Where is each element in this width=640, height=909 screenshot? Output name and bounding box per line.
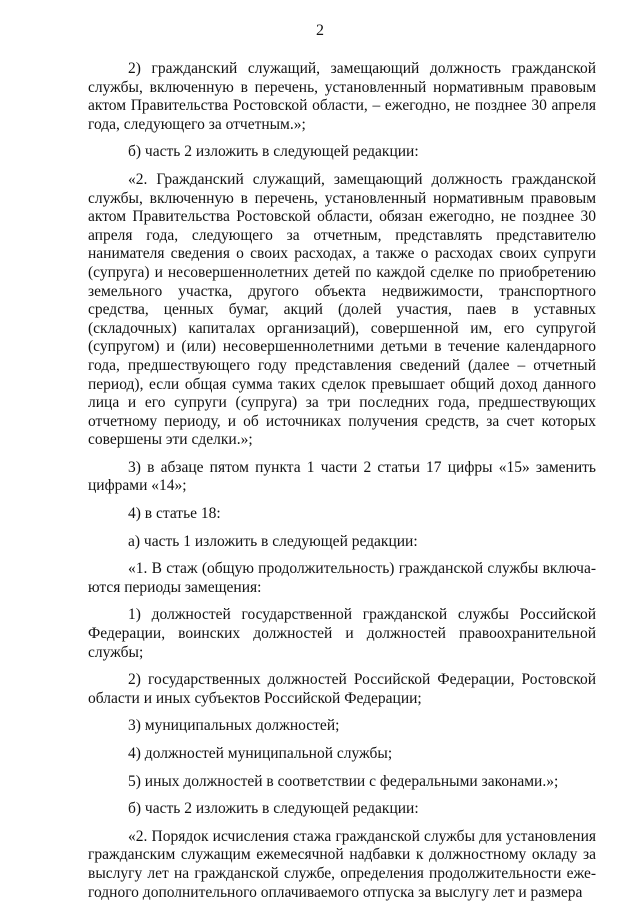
- paragraph-8: 1) должностей государственной гражданской службы Российской Федерации, воинских должностей и должностей правоохранительной службы;: [88, 606, 596, 661]
- paragraph-12: 5) иных должностей в соответствии с федеральными законами.»;: [128, 772, 559, 790]
- paragraph-1: 2) гражданский служащий, замещающий должность гражданской службы, включенную в перечень, установленный нормативным правовым актом Правительства Ростовской области, – ежегодно, не позднее 30 апреля года, следующего за отчетным.»;: [88, 60, 596, 133]
- paragraph-9: 2) государственных должностей Российской Федерации, Ростовской области и иных субъектов Российской Федерации;: [88, 671, 596, 707]
- paragraph-3: «2. Гражданский служащий, замещающий должность гражданской службы, включенную в перечень, установленный нормативным правовым актом Правительства Ростовской области, обязан ежегодно, не позднее 30 апреля года, следующего за отчетным, представлять представителю нанимателя сведения о своих расходах, а также о расходах своих супруги (супруга) и несовершеннолетних детей по каждой сделке по приобретению земельного участка, другого объекта недвижимости, транспортного средства, ценных бумаг, акций (долей участия, паев в уставных (складочных) капиталах организаций), совершенной им, его супругой (супругом) и (или) несовершеннолетними детьми в течение календарного года, предшествующего году представления сведений (далее – отчетный период), если общая сумма таких сделок превышает общий доход данного лица и его супруги (супруга) за три последних года, предшествующих отчетному периоду, и об источниках получения средств, за счет которых совершены эти сделки.»;: [88, 170, 596, 449]
- document-body: [88, 60, 596, 909]
- paragraph-2: б) часть 2 изложить в следующей редакции:: [128, 143, 419, 161]
- paragraph-13: б) часть 2 изложить в следующей редакции:: [128, 800, 419, 818]
- paragraph-6: а) часть 1 изложить в следующей редакции:: [128, 532, 418, 550]
- paragraph-4: 3) в абзаце пятом пункта 1 части 2 статьи 17 цифры «15» заменить цифрами «14»;: [88, 458, 596, 495]
- paragraph-14: «2. Порядок исчисления стажа гражданской службы для установления гражданским служащим ежемесячной надбавки к должностному окладу за выслугу лет на гражданской службе, определения продолжительности ежегодного дополнительного оплачиваемого отпуска за выслугу лет и размера: [88, 827, 596, 901]
- paragraph-7: «1. В стаж (общую продолжительность) гражданской службы включаются периоды замещения:: [88, 560, 596, 596]
- paragraph-10: 3) муниципальных должностей;: [128, 717, 340, 735]
- page-number: 2: [316, 22, 324, 39]
- paragraph-11: 4) должностей муниципальной службы;: [128, 745, 393, 762]
- paragraph-5: 4) в статье 18:: [128, 505, 221, 523]
